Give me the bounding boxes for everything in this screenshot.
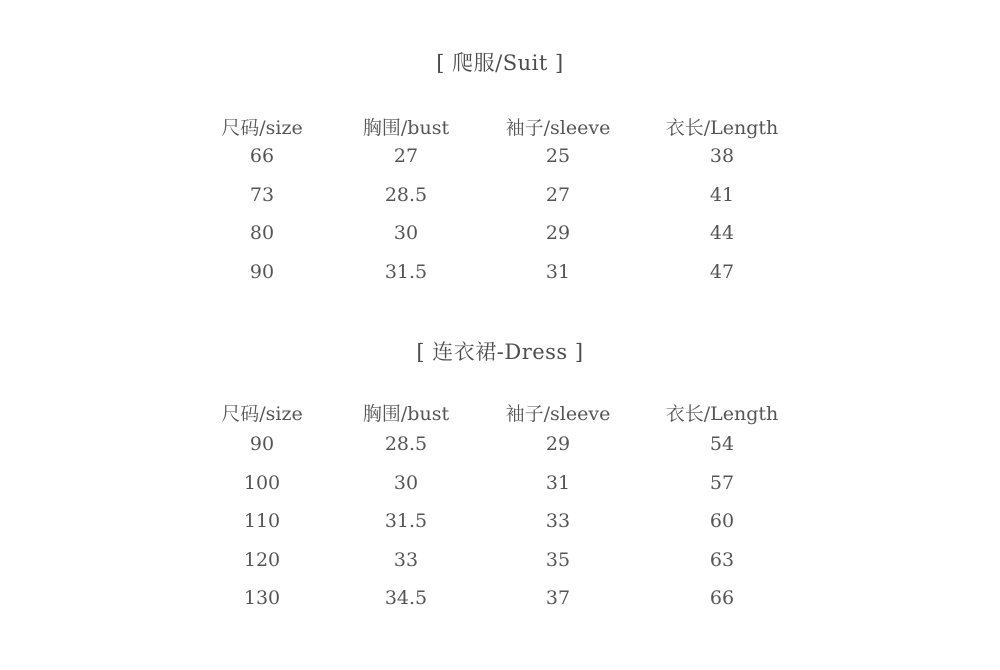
dress-cell-length: 54 bbox=[709, 433, 735, 455]
dress-cell-bust: 33 bbox=[393, 548, 419, 571]
dress-cell-size: 90 bbox=[249, 433, 275, 455]
suit-header-size: 尺码/size bbox=[221, 117, 303, 139]
dress-cell-size: 120 bbox=[243, 548, 281, 571]
dress-header-length: 衣长/Length bbox=[665, 403, 779, 425]
dress-cell-length: 60 bbox=[709, 510, 735, 532]
suit-cell-bust: 28.5 bbox=[384, 183, 428, 206]
dress-cell-size: 110 bbox=[243, 510, 281, 532]
suit-cell-length: 47 bbox=[709, 260, 735, 283]
dress-cell-length: 57 bbox=[709, 471, 735, 494]
dress-section-title: [ 连衣裙-Dress ] bbox=[416, 340, 584, 364]
dress-cell-sleeve: 37 bbox=[545, 587, 571, 609]
dress-cell-bust: 34.5 bbox=[384, 587, 428, 609]
suit-cell-size: 80 bbox=[249, 222, 275, 244]
suit-cell-length: 41 bbox=[709, 183, 735, 206]
dress-cell-size: 100 bbox=[243, 471, 281, 494]
dress-cell-sleeve: 35 bbox=[545, 548, 571, 571]
dress-cell-sleeve: 31 bbox=[545, 471, 571, 494]
suit-cell-sleeve: 27 bbox=[545, 183, 571, 206]
suit-cell-size: 66 bbox=[249, 145, 275, 167]
suit-header-bust: 胸围/bust bbox=[362, 117, 450, 139]
dress-cell-bust: 28.5 bbox=[384, 433, 428, 455]
dress-cell-sleeve: 33 bbox=[545, 510, 571, 532]
suit-cell-sleeve: 31 bbox=[545, 260, 571, 283]
dress-cell-bust: 30 bbox=[393, 471, 419, 494]
dress-cell-size: 130 bbox=[243, 587, 281, 609]
dress-header-bust: 胸围/bust bbox=[362, 403, 450, 425]
dress-header-size: 尺码/size bbox=[221, 403, 303, 425]
suit-cell-bust: 27 bbox=[393, 145, 419, 167]
suit-cell-sleeve: 25 bbox=[545, 145, 571, 167]
dress-cell-length: 66 bbox=[709, 587, 735, 609]
suit-cell-size: 73 bbox=[249, 183, 275, 206]
suit-header-sleeve: 袖子/sleeve bbox=[505, 117, 611, 139]
suit-section-title: [ 爬服/Suit ] bbox=[436, 51, 564, 75]
suit-cell-length: 44 bbox=[709, 222, 735, 244]
suit-cell-bust: 31.5 bbox=[384, 260, 428, 283]
suit-cell-bust: 30 bbox=[393, 222, 419, 244]
suit-cell-length: 38 bbox=[709, 145, 735, 167]
dress-cell-bust: 31.5 bbox=[384, 510, 428, 532]
suit-cell-sleeve: 29 bbox=[545, 222, 571, 244]
dress-header-sleeve: 袖子/sleeve bbox=[505, 403, 611, 425]
suit-header-length: 衣长/Length bbox=[665, 117, 779, 139]
dress-cell-length: 63 bbox=[709, 548, 735, 571]
suit-cell-size: 90 bbox=[249, 260, 275, 283]
dress-cell-sleeve: 29 bbox=[545, 433, 571, 455]
